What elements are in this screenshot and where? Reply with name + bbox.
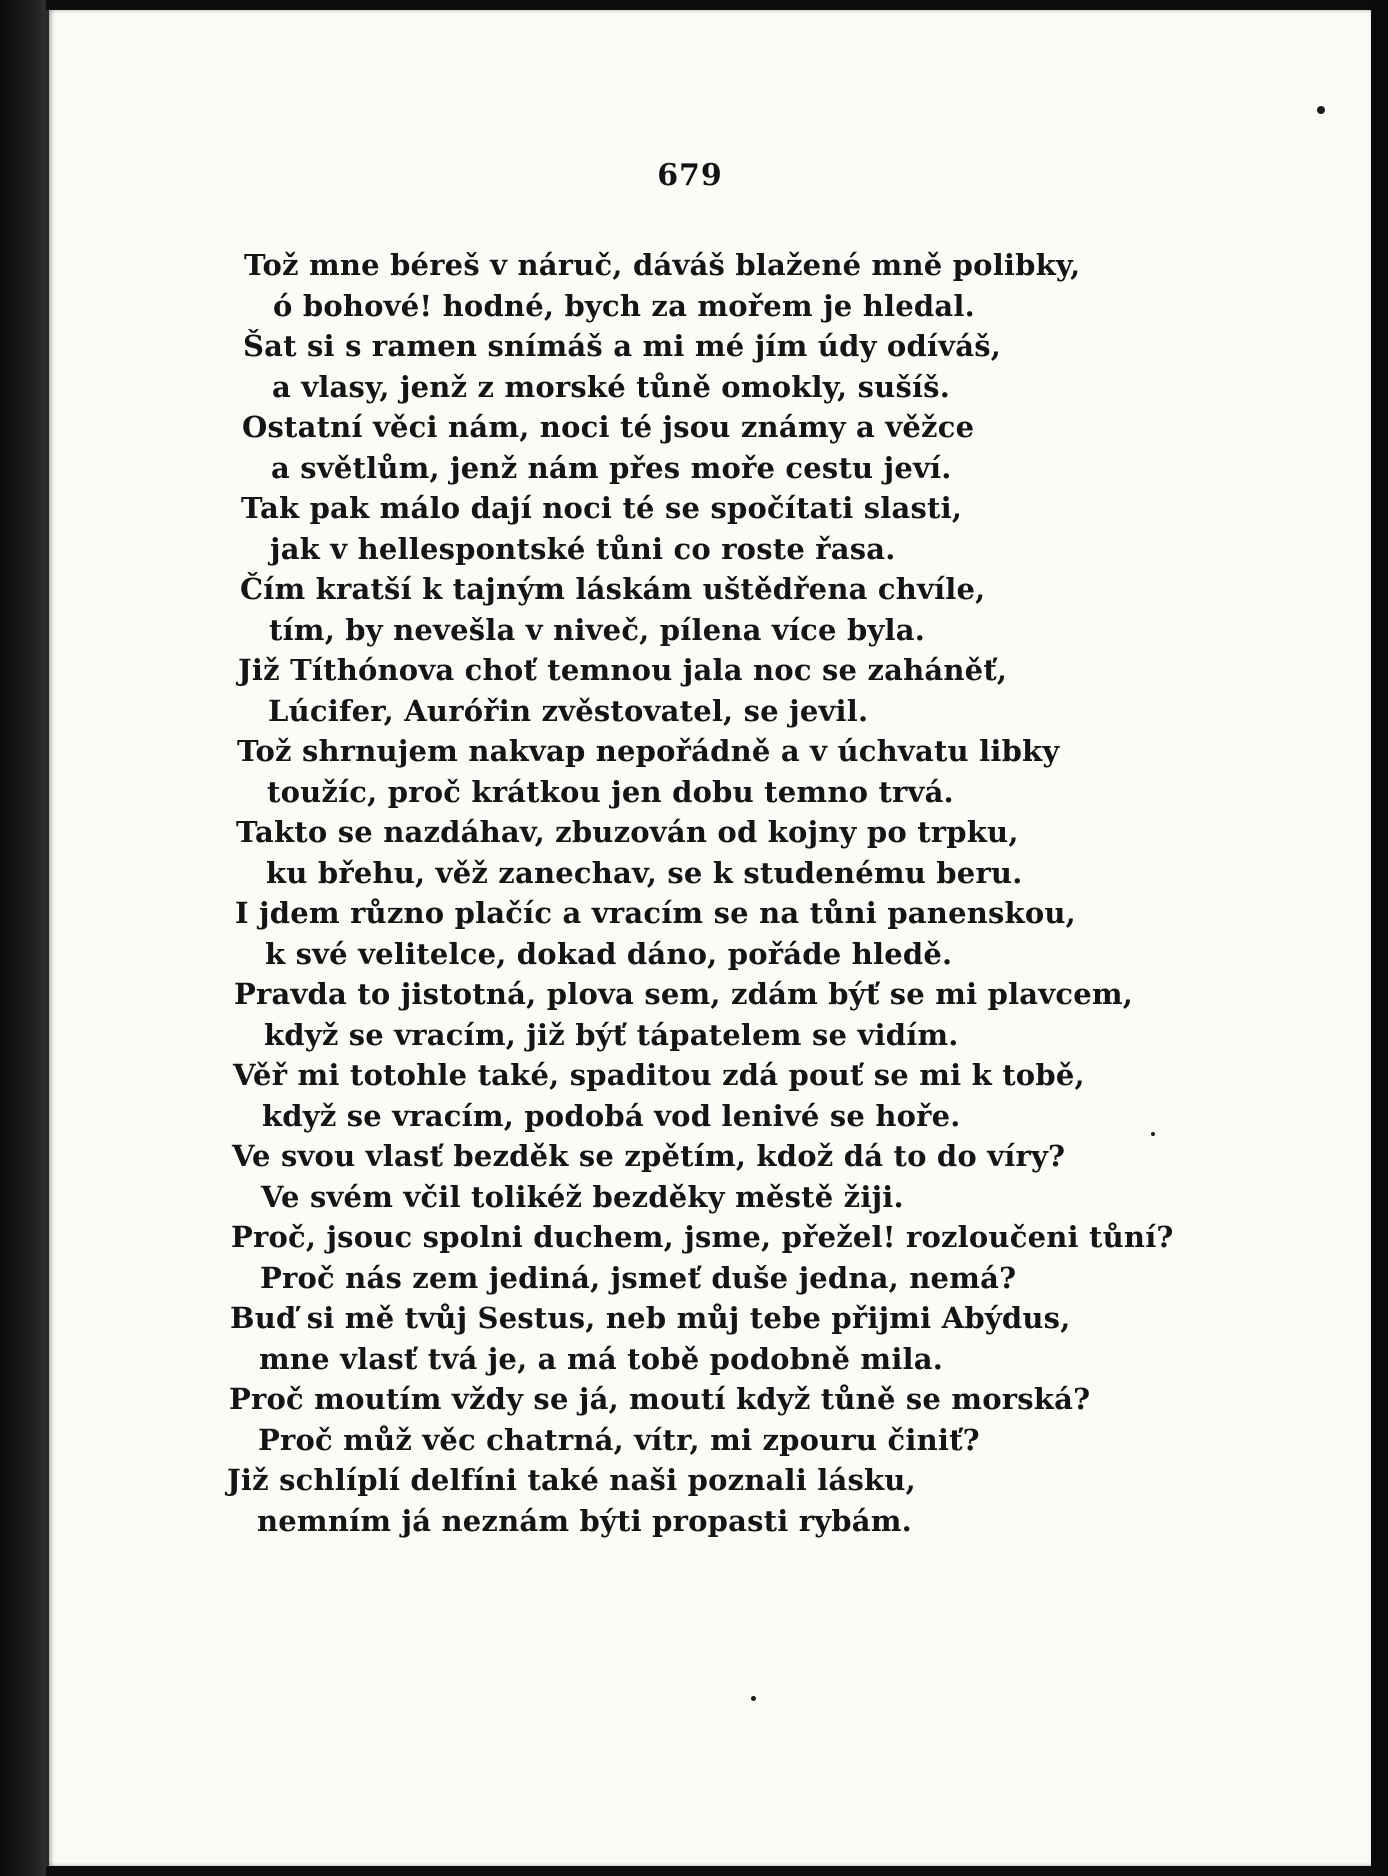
- paper-sheet: [46, 10, 1371, 1866]
- scan-border: [1368, 0, 1388, 1876]
- poem-line: Ve svou vlasť bezděk se zpětím, kdož dá to do víry?: [232, 1139, 1066, 1173]
- poem-line: Proč nás zem jediná, jsmeť duše jedna, nemá?: [260, 1261, 1017, 1295]
- ink-speck: [1317, 106, 1325, 114]
- poem-line: Již schlíplí delfíni také naši poznali lásku,: [227, 1463, 916, 1497]
- poem-body: [49, 10, 1371, 1866]
- poem-line: I jdem různo plačíc a vracím se na tůni panenskou,: [235, 896, 1076, 930]
- poem-line: Proč, jsouc spolni duchem, jsme, přežel! rozloučeni tůní?: [231, 1220, 1174, 1254]
- poem-line: a světlům, jenž nám přes moře cestu jeví.: [271, 451, 952, 485]
- poem-line: tím, by nevešla v niveč, pílena více byla.: [269, 613, 926, 647]
- ink-speck: [1151, 1132, 1155, 1136]
- poem-line: ku břehu, věž zanechav, se k studenému beru.: [266, 856, 1023, 890]
- poem-line: Již Títhónova choť temnou jala noc se zaháněť,: [238, 653, 1008, 687]
- poem-line: když se vracím, podobá vod lenivé se hoře.: [262, 1099, 961, 1133]
- poem-line: Šat si s ramen snímáš a mi mé jím údy odíváš,: [243, 329, 1002, 363]
- poem-line: Lúcifer, Auróřin zvěstovatel, se jevil.: [268, 694, 869, 728]
- poem-line: Proč moutím vždy se já, moutí když tůně se morská?: [229, 1382, 1091, 1416]
- poem-line: a vlasy, jenž z morské tůně omokly, sušíš.: [272, 370, 951, 404]
- poem-line: Proč můž věc chatrná, vítr, mi zpouru činiť?: [258, 1423, 980, 1457]
- poem-line: Buď si mě tvůj Sestus, neb můj tebe přijmi Abýdus,: [230, 1301, 1071, 1335]
- poem-line: Ostatní věci nám, noci té jsou známy a věžce: [242, 410, 975, 444]
- poem-line: k své velitelce, dokad dáno, pořáde hledě.: [265, 937, 953, 971]
- poem-line: když se vracím, již býť tápatelem se vidím.: [264, 1018, 959, 1052]
- poem-line: Takto se nazdáhav, zbuzován od kojny po trpku,: [236, 815, 1019, 849]
- poem-line: Věř mi totohle také, spaditou zdá pouť se mi k tobě,: [233, 1058, 1085, 1092]
- poem-line: Ve svém včil tolikéž bezděky městě žiji.: [261, 1180, 904, 1214]
- poem-line: mne vlasť tvá je, a má tobě podobně mila.: [259, 1342, 944, 1376]
- poem-line: Čím kratší k tajným láskám uštědřena chvíle,: [240, 572, 986, 606]
- poem-line: toužíc, proč krátkou jen dobu temno trvá.: [267, 775, 954, 809]
- poem-line: ó bohové! hodné, bych za mořem je hledal.: [273, 289, 975, 323]
- page-number: 679: [657, 158, 723, 193]
- poem-line: Tak pak málo dají noci té se spočítati slasti,: [241, 491, 963, 525]
- poem-line: Tož mne béreš v náruč, dáváš blažené mně polibky,: [244, 248, 1081, 282]
- poem-line: nemním já neznám býti propasti rybám.: [257, 1504, 912, 1538]
- poem-line: jak v hellespontské tůni co roste řasa.: [270, 532, 896, 566]
- poem-line: Pravda to jistotná, plova sem, zdám býť se mi plavcem,: [234, 977, 1134, 1011]
- ink-speck: [751, 1696, 756, 1701]
- poem-line: Tož shrnujem nakvap nepořádně a v úchvatu libky: [237, 734, 1060, 768]
- book-spine-shadow: [0, 0, 46, 1876]
